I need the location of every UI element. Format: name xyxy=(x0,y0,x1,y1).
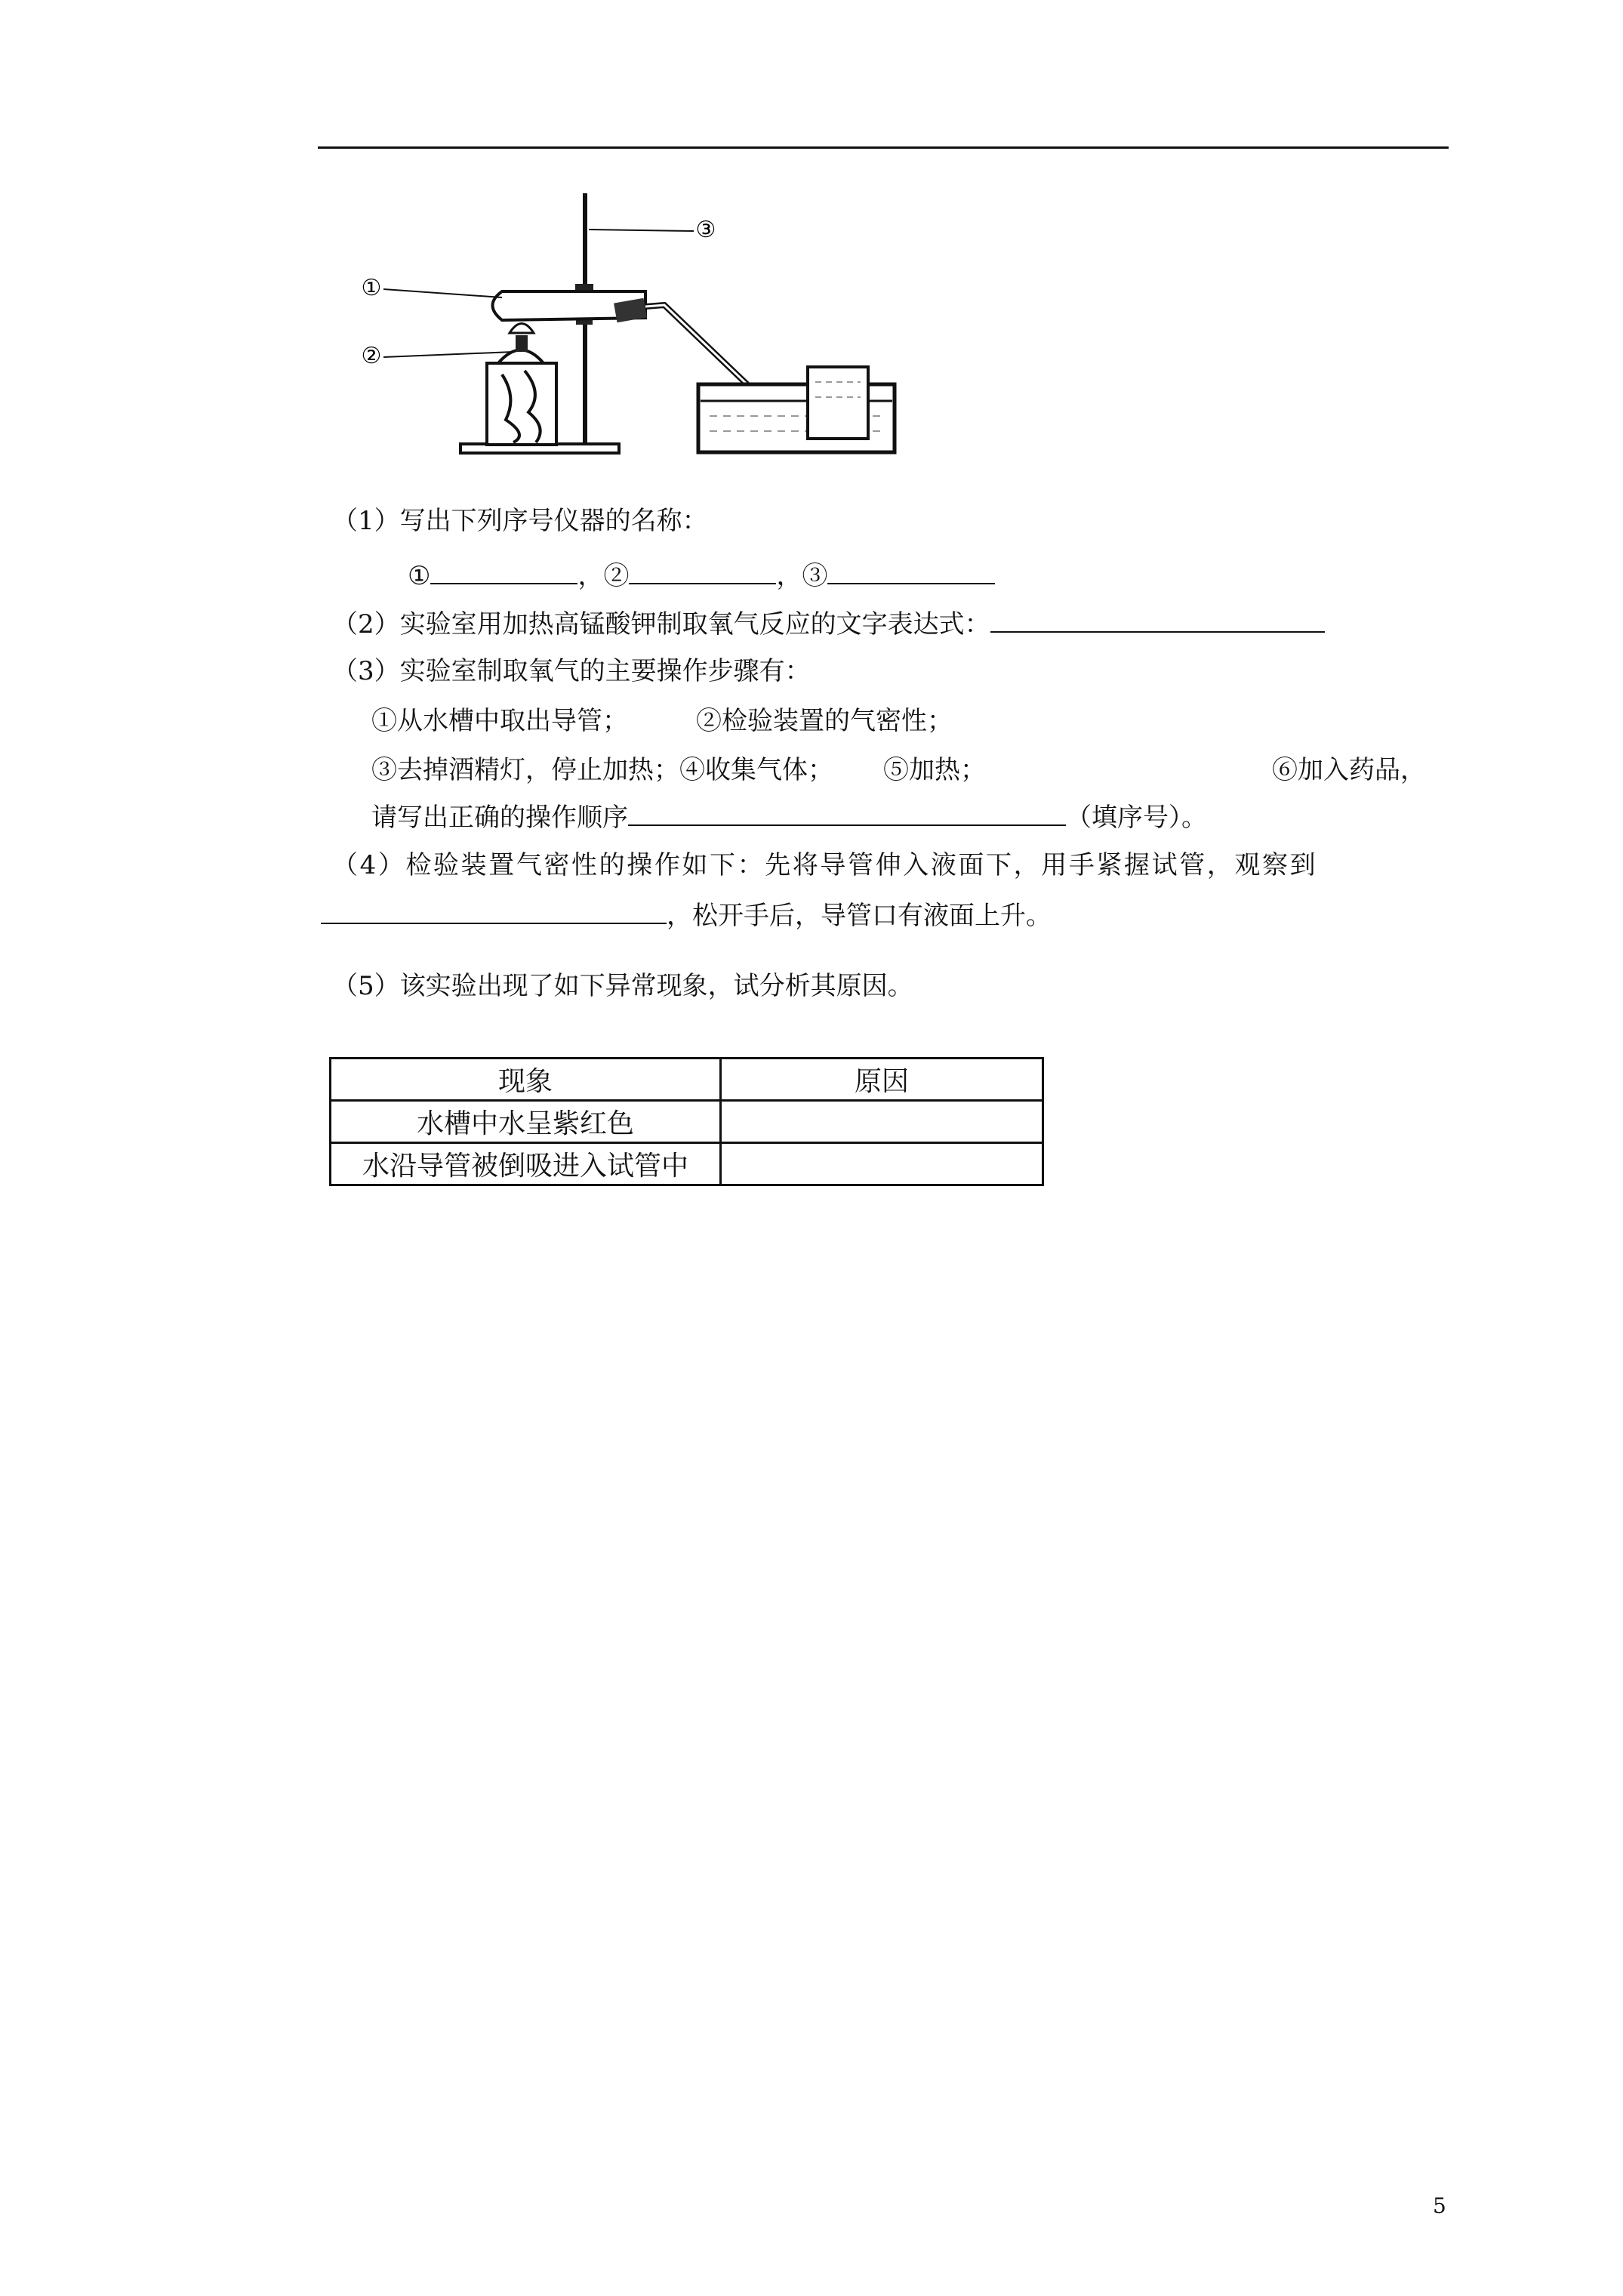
q3-order: 请写出正确的操作顺序 （填序号）。 xyxy=(371,803,1207,833)
oxygen-apparatus-diagram xyxy=(355,171,906,473)
q2-blank[interactable] xyxy=(990,609,1325,633)
q1-blank-1[interactable] xyxy=(430,560,577,584)
q1-prompt: （1）写出下列序号仪器的名称： xyxy=(332,506,708,536)
table-cell-phenomenon: 水槽中水呈紫红色 xyxy=(331,1101,721,1143)
table-cell-phenomenon: 水沿导管被倒吸进入试管中 xyxy=(331,1143,721,1185)
table-header-reason: 原因 xyxy=(721,1059,1043,1101)
q4-line2: ，松开手后，导管口有液面上升。 xyxy=(321,900,1052,931)
table-header-phenomenon: 现象 xyxy=(331,1059,721,1101)
table-row xyxy=(331,1143,1043,1185)
page-number: 5 xyxy=(1433,2193,1446,2218)
label-2: ② xyxy=(361,343,382,369)
q1-blank-2[interactable] xyxy=(629,560,776,584)
table-row xyxy=(331,1101,1043,1143)
phenomenon-reason-table xyxy=(329,1057,1044,1186)
q1-blank-3[interactable] xyxy=(827,560,995,584)
q5-prompt: （5）该实验出现了如下异常现象，试分析其原因。 xyxy=(332,971,913,1001)
table-header-row xyxy=(331,1059,1043,1101)
header-rule xyxy=(318,146,1449,149)
table-cell-reason[interactable] xyxy=(721,1143,1043,1185)
q4-line1: （4）检验装置气密性的操作如下：先将导管伸入液面下，用手紧握试管，观察到 xyxy=(332,850,1318,880)
q1-answers: ① ，② ，③ xyxy=(408,560,995,591)
label-1: ① xyxy=(361,275,382,301)
q3-prompt: （3）实验室制取氧气的主要操作步骤有： xyxy=(332,656,811,686)
label-3: ③ xyxy=(695,217,716,243)
q3-order-blank[interactable] xyxy=(628,802,1066,826)
q4-blank[interactable] xyxy=(321,900,667,924)
q2-prompt: （2）实验室用加热高锰酸钾制取氧气反应的文字表达式： xyxy=(332,609,1325,639)
table-cell-reason[interactable] xyxy=(721,1101,1043,1143)
q3-steps-line2: ③去掉酒精灯，停止加热；④收集气体； ⑤加热； xyxy=(371,755,986,785)
q3-steps-line1: ①从水槽中取出导管； ②检验装置的气密性； xyxy=(371,706,953,736)
q3-step6: ⑥加入药品， xyxy=(1272,755,1426,785)
